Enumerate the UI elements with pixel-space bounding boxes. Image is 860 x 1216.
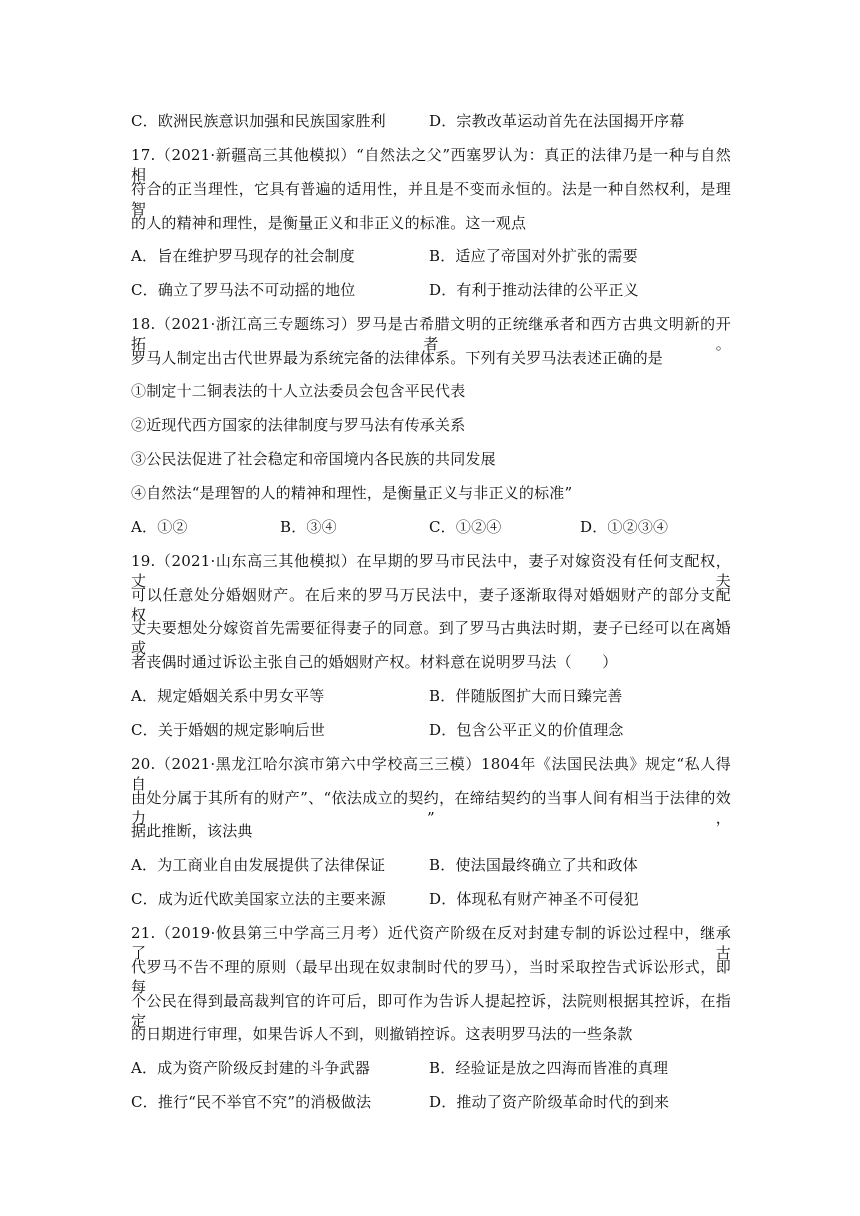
- q18-option-a: A．①②: [131, 518, 188, 536]
- q21-stem-line-3: 个公民在得到最高裁判官的许可后，即可作为告诉人提起控诉，法院则根据其控诉，在指定: [131, 992, 731, 1030]
- q18-option-d: D．①②③④: [580, 518, 669, 536]
- prev-option-c: C．欧洲民族意识加强和民族国家胜利: [131, 112, 386, 130]
- q20-option-b: B．使法国最终确立了共和政体: [429, 856, 638, 874]
- q18-option-b: B．③④: [280, 518, 337, 536]
- q18-option-c: C．①②④: [429, 518, 502, 536]
- q20-option-c: C．成为近代欧美国家立法的主要来源: [131, 890, 386, 908]
- q21-option-b: B．经验证是放之四海而皆准的真理: [429, 1059, 669, 1077]
- q21-option-a: A．成为资产阶级反封建的斗争武器: [131, 1059, 371, 1077]
- q20-stem-line-1: 20.（2021·黑龙江哈尔滨市第六中学校高三三模）1804年《法国民法典》规定“私人得自: [131, 755, 731, 793]
- q21-stem-line-1: 21.（2019·攸县第三中学高三月考）近代资产阶级在反对封建专制的诉讼过程中，继承了古: [131, 924, 731, 962]
- q18-item-4: ④自然法“是理智的人的精神和理性，是衡量正义与非正义的标准”: [131, 484, 573, 502]
- q19-stem-line-4: 者丧偶时通过诉讼主张自己的婚姻财产权。材料意在说明罗马法（ ）: [131, 653, 618, 671]
- q20-stem-line-3: 据此推断，该法典: [131, 822, 253, 840]
- q19-option-a: A．规定婚姻关系中男女平等: [131, 687, 325, 705]
- q19-stem-line-3: 丈夫要想处分嫁资首先需要征得妻子的同意。到了罗马古典法时期，妻子已经可以在离婚或: [131, 619, 731, 657]
- q19-option-b: B．伴随版图扩大而日臻完善: [429, 687, 623, 705]
- q18-stem-line-2: 罗马人制定出古代世界最为系统完备的法律体系。下列有关罗马法表述正确的是: [131, 349, 664, 367]
- prev-option-d: D．宗教改革运动首先在法国揭开序幕: [429, 112, 685, 130]
- q17-stem-line-1: 17.（2021·新疆高三其他模拟）“自然法之父”西塞罗认为：真正的法律乃是一种与自然相: [131, 146, 731, 184]
- q17-option-a: A．旨在维护罗马现存的社会制度: [131, 247, 355, 265]
- q19-option-c: C．关于婚姻的规定影响后世: [131, 721, 326, 739]
- q17-option-d: D．有利于推动法律的公平正义: [429, 281, 639, 299]
- q17-stem-line-3: 的人的精神和理性，是衡量正义和非正义的标准。这一观点: [131, 214, 527, 232]
- q18-item-1: ①制定十二铜表法的十人立法委员会包含平民代表: [131, 382, 466, 400]
- q21-stem-line-2: 代罗马不告不理的原则（最早出现在奴隶制时代的罗马），当时采取控告式诉讼形式，即每: [131, 958, 731, 996]
- q19-stem-line-2: 可以任意处分婚姻财产。在后来的罗马万民法中，妻子逐渐取得对婚姻财产的部分支配权，: [131, 586, 731, 624]
- q20-option-d: D．体现私有财产神圣不可侵犯: [429, 890, 639, 908]
- q18-item-3: ③公民法促进了社会稳定和帝国境内各民族的共同发展: [131, 450, 496, 468]
- q18-stem-line-1: 18.（2021·浙江高三专题练习）罗马是古希腊文明的正统继承者和西方古典文明新的开拓者。: [131, 315, 731, 353]
- q17-stem-line-2: 符合的正当理性，它具有普遍的适用性，并且是不变而永恒的。法是一种自然权利，是理智: [131, 180, 731, 218]
- q21-option-c: C．推行“民不举官不究”的消极做法: [131, 1093, 372, 1111]
- q17-option-c: C．确立了罗马法不可动摇的地位: [131, 281, 356, 299]
- q19-stem-line-1: 19.（2021·山东高三其他模拟）在早期的罗马市民法中，妻子对嫁资没有任何支配权，丈夫: [131, 552, 731, 590]
- q17-option-b: B．适应了帝国对外扩张的需要: [429, 247, 638, 265]
- q19-option-d: D．包含公平正义的价值理念: [429, 721, 624, 739]
- q21-option-d: D．推动了资产阶级革命时代的到来: [429, 1093, 670, 1111]
- q20-option-a: A．为工商业自由发展提供了法律保证: [131, 856, 386, 874]
- q21-stem-line-4: 的日期进行审理，如果告诉人不到，则撤销控诉。这表明罗马法的一些条款: [131, 1025, 633, 1043]
- q18-item-2: ②近现代西方国家的法律制度与罗马法有传承关系: [131, 416, 466, 434]
- q20-stem-line-2: 由处分属于其所有的财产”、“依法成立的契约，在缔结契约的当事人间有相当于法律的效力”，: [131, 789, 731, 827]
